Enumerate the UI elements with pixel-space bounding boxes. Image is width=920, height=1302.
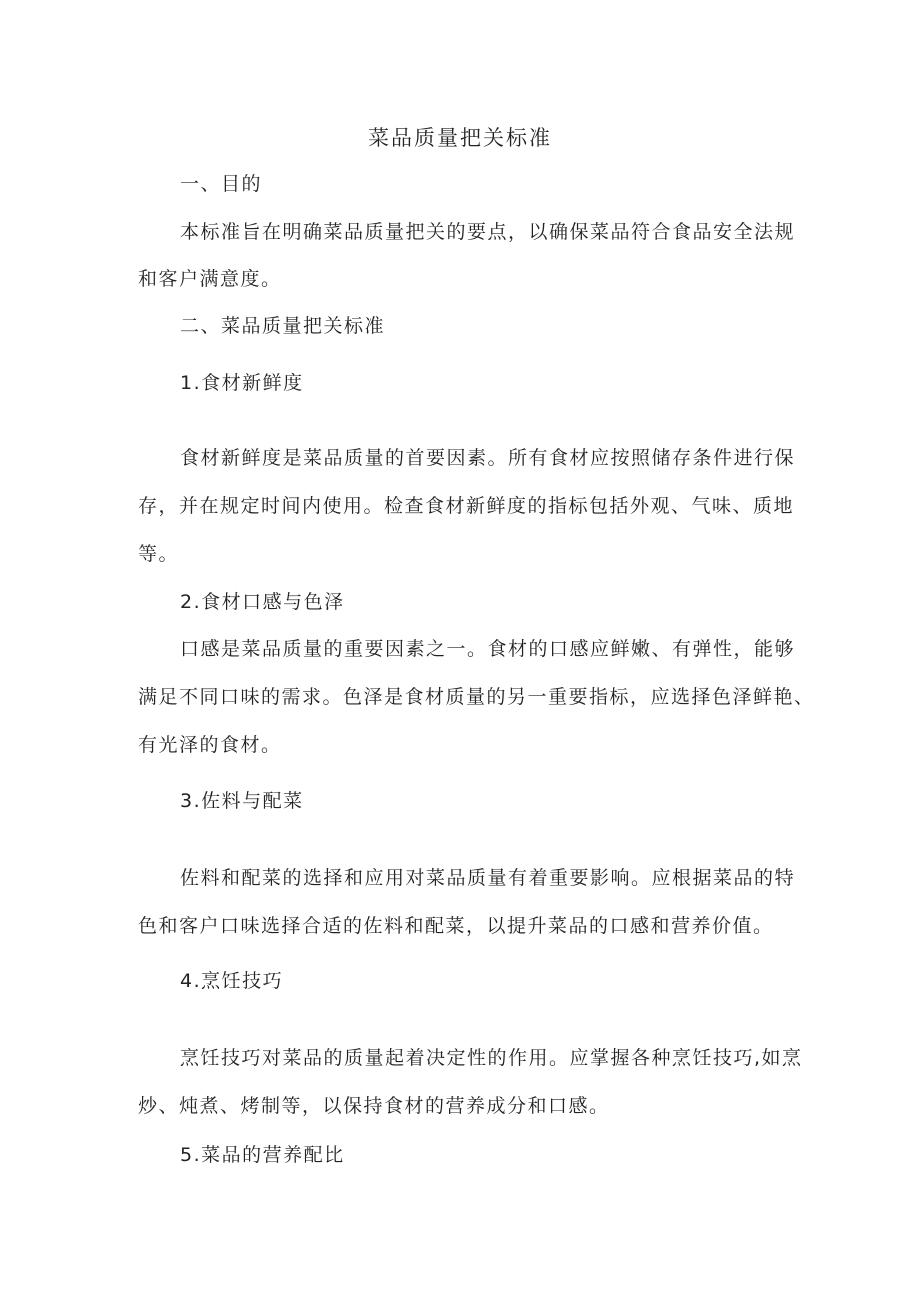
purpose-paragraph-line: 和客户满意度。 xyxy=(138,268,282,290)
purpose-paragraph-line: 本标准旨在明确菜品质量把关的要点，以确保菜品符合食品安全法规 xyxy=(180,221,796,243)
purpose-heading: 一、目的 xyxy=(180,173,263,195)
standards-heading: 二、菜品质量把关标准 xyxy=(180,315,386,337)
item3-paragraph-line: 色和客户口味选择合适的佐料和配菜，以提升菜品的口感和营养价值。 xyxy=(138,915,774,937)
item2-paragraph-line: 口感是菜品质量的重要因素之一。食材的口感应鲜嫩、有弹性，能够 xyxy=(180,638,796,660)
item1-heading: 1.食材新鲜度 xyxy=(180,372,304,394)
item3-heading: 3.佐料与配菜 xyxy=(180,790,304,812)
item2-paragraph-line: 满足不同口味的需求。色泽是食材质量的另一重要指标，应选择色泽鲜艳、 xyxy=(138,686,815,708)
item4-paragraph-line: 烹饪技巧对菜品的质量起着决定性的作用。应掌握各种烹饪技巧,如烹 xyxy=(180,1047,803,1069)
document-title: 菜品质量把关标准 xyxy=(368,126,552,150)
item4-heading: 4.烹饪技巧 xyxy=(180,970,284,992)
item5-heading: 5.菜品的营养配比 xyxy=(180,1144,345,1166)
item1-paragraph-line: 等。 xyxy=(138,543,180,565)
item2-paragraph-line: 有光泽的食材。 xyxy=(138,734,282,756)
item2-heading: 2.食材口感与色泽 xyxy=(180,591,345,613)
item1-paragraph-line: 食材新鲜度是菜品质量的首要因素。所有食材应按照储存条件进行保 xyxy=(180,447,796,469)
item4-paragraph-line: 炒、炖煮、烤制等，以保持食材的营养成分和口感。 xyxy=(138,1095,610,1117)
item3-paragraph-line: 佐料和配菜的选择和应用对菜品质量有着重要影响。应根据菜品的特 xyxy=(180,867,796,889)
item1-paragraph-line: 存，并在规定时间内使用。检查食材新鲜度的指标包括外观、气味、质地 xyxy=(138,495,795,517)
